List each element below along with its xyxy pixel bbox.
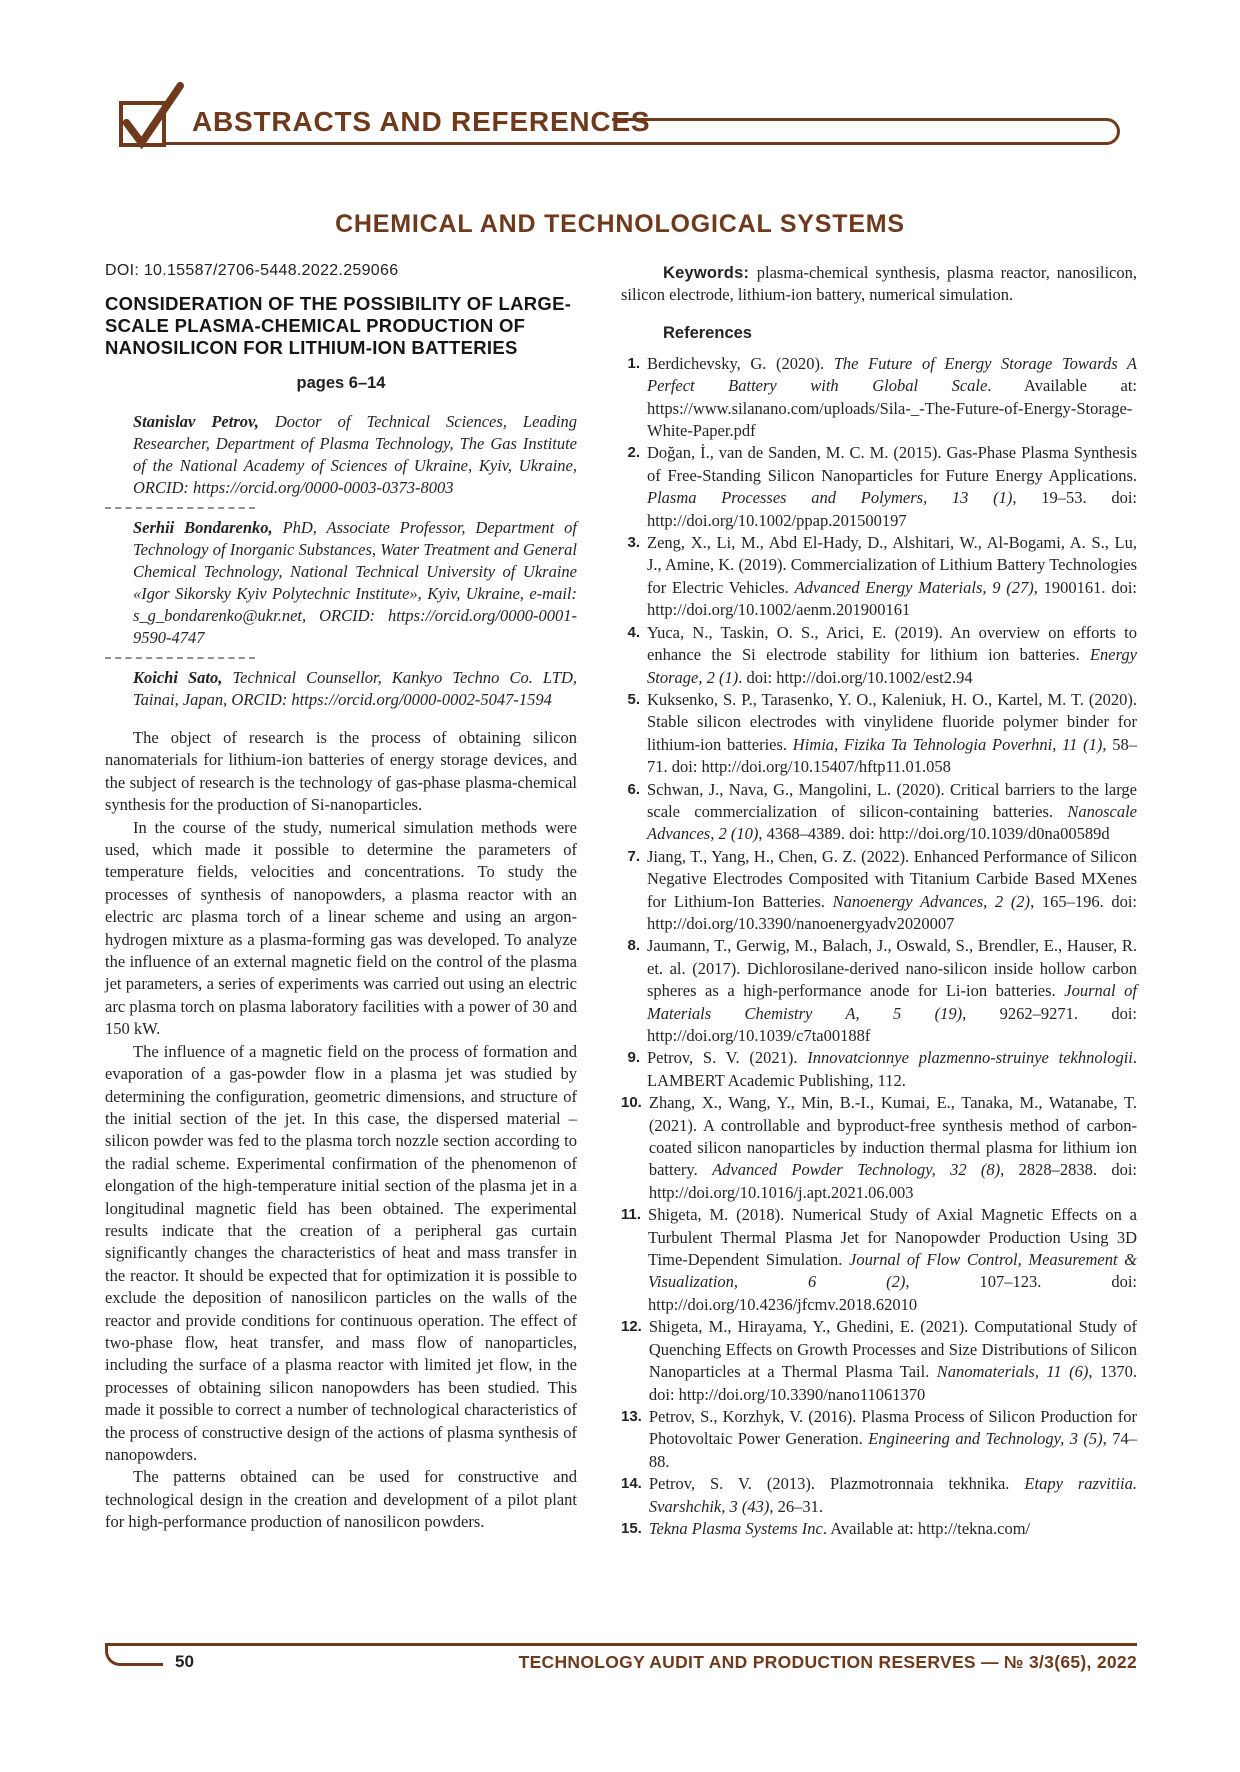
- reference-text: Zeng, X., Li, M., Abd El-Hady, D., Alshitari, W., Al-Bogami, A. S., Lu, J., Amine, K. (2019). Commercialization of Lithium Battery Technologies for Electric Vehicles. Advanced Energy Materials, 9 (27), 1900161. doi: http://doi.org/10.1002/aenm.201900161: [647, 533, 1137, 620]
- abstract-paragraph: The influence of a magnetic field on the process of formation and evaporation of a gas-powder flow in a plasma jet was studied by determining the configuration, geometric dimensions, and structure of the initial section of the jet. In this case, the dispersed material – silicon powder was fed to the plasma torch nozzle section according to the radial scheme. Experimental confirmation of the phenomenon of elongation of the high-temperature initial section of the plasma jet in a longitudinal magnetic field has been obtained. The experimental results indicate that the creation of a peripheral gas curtain significantly changes the characteristics of heat and mass transfer in the reactor. It should be expected that for optimization it is possible to exclude the deposition of nanosilicon particles on the walls of the reactor and provide conditions for continuous operation. The effect of two-phase flow, heat transfer, and mass flow of nanoparticles, including the surface of a plasma reactor with limited jet flow, in the processes of obtaining silicon nanopowders has been studied. This made it possible to correct a number of technological characteristics of the process of constructive design of the actions of plasma synthesis of nanopowders.: [105, 1041, 577, 1464]
- footer-rule: [105, 1643, 1137, 1646]
- reference-text: Shigeta, M., Hirayama, Y., Ghedini, E. (2021). Computational Study of Quenching Effects on Growth Processes and Size Distributions of Silicon Nanoparticles at a Thermal Plasma Tail. Nanomaterials, 11 (6), 1370. doi: http://doi.org/10.3390/nano11061370: [648, 1317, 1137, 1404]
- reference-item: [621, 1316, 1137, 1406]
- footer-rule-hook: [105, 1645, 163, 1666]
- reference-number: 6.: [627, 780, 640, 798]
- abstract: [105, 727, 577, 1534]
- reference-number: 11.: [621, 1206, 642, 1224]
- doi: DOI: 10.15587/2706-5448.2022.259066: [105, 262, 399, 279]
- reference-number: 5.: [627, 690, 640, 708]
- reference-text: Petrov, S. V. (2013). Plazmotronnaia tekhnika. Etapy razvitiia. Svarshchik, 3 (43), 26–31.: [648, 1474, 1138, 1516]
- reference-number: 10.: [621, 1094, 642, 1112]
- reference-text: Petrov, S., Korzhyk, V. (2016). Plasma Process of Silicon Production for Photovoltaic Power Generation. Engineering and Technology, 3 (5), 74–88.: [648, 1406, 1138, 1471]
- author-bio: Serhii Bondarenko, PhD, Associate Professor, Department of Technology of Inorganic Substances, Water Treatment and General Chemical Technology, National Technical University of Ukraine «Igor Sikorsky Kyiv Polytechnic Institute», Kyiv, Ukraine, e-mail: s_g_bondarenko@ukr.net, ORCID: https://orcid.org/0000-0001-9590-4747: [133, 518, 577, 647]
- reference-item: [621, 935, 1137, 1047]
- reference-item: [621, 622, 1137, 689]
- reference-text: Tekna Plasma Systems Inc. Available at: http://tekna.com/: [648, 1518, 1031, 1538]
- abstract-paragraph: The object of research is the process of obtaining silicon nanomaterials for lithium-ion batteries of energy storage devices, and the subject of research is the technology of gas-phase plasma-chemical synthesis for the production of Si-nanoparticles.: [105, 728, 577, 815]
- reference-number: 14.: [621, 1475, 642, 1493]
- reference-text: Jaumann, T., Gerwig, M., Balach, J., Oswald, S., Brendler, E., Hauser, R. et. al. (2017). Dichlorosilane-derived nano-silicon inside hollow carbon spheres as a high-performance anode for Li-ion batteries. Journal of Materials Chemistry A, 5 (19), 9262–9271. doi: http://doi.org/10.1039/c7ta00188f: [647, 936, 1138, 1045]
- article-title: CONSIDERATION OF THE POSSIBILITY OF LARGE-SCALE PLASMA-CHEMICAL PRODUCTION OF NANOSILICON FOR LITHIUM-ION BATTERIES: [105, 293, 572, 358]
- reference-item: [621, 1204, 1137, 1316]
- reference-text: Jiang, T., Yang, H., Chen, G. Z. (2022). Enhanced Performance of Silicon Negative Electrodes Composited with Titanium Carbide Based MXenes for Lithium-Ion Batteries. Nanoenergy Advances, 2 (2), 165–196. doi: http://doi.org/10.3390/nanoenergyadv2020007: [647, 846, 1138, 933]
- reference-item: [621, 1047, 1137, 1092]
- reference-item: [621, 1092, 1137, 1204]
- reference-text: Zhang, X., Wang, Y., Min, B.-I., Kumai, E., Tanaka, M., Watanabe, T. (2021). A controllable and byproduct-free synthesis method of carbon-coated silicon nanoparticles by induction thermal plasma for lithium ion battery. Advanced Powder Technology, 32 (8), 2828–2838. doi: http://doi.org/10.1016/j.apt.2021.06.003: [648, 1093, 1137, 1202]
- abstract-paragraph: The patterns obtained can be used for constructive and technological design in the creation and development of a pilot plant for high-performance production of nanosilicon powders.: [105, 1467, 577, 1532]
- reference-number: 8.: [627, 937, 640, 955]
- header-rule-capsule: [612, 118, 1120, 145]
- reference-item: [621, 1406, 1137, 1473]
- references-heading: References: [663, 323, 752, 342]
- reference-text: Doğan, İ., van de Sanden, M. C. M. (2015). Gas-Phase Plasma Synthesis of Free-Standing Silicon Nanoparticles for Future Energy Applications. Plasma Processes and Polymers, 13 (1), 19–53. doi: http://doi.org/10.1002/ppap.201500197: [647, 443, 1137, 530]
- reference-text: Kuksenko, S. P., Tarasenko, Y. O., Kaleniuk, H. O., Kartel, M. T. (2020). Stable silicon electrodes with vinylidene fluoride polymer binder for lithium-ion batteries. Himia, Fizika Ta Tehnologia Poverhni, 11 (1), 58–71. doi: http://doi.org/10.15407/hftp11.01.058: [647, 689, 1138, 777]
- reference-text: Petrov, S. V. (2021). Innovatcionnye plazmenno-struinye tekhnologii. LAMBERT Academic Publishing, 112.: [647, 1048, 1137, 1090]
- reference-item: [621, 779, 1137, 846]
- section-label: ABSTRACTS AND REFERENCES: [192, 106, 651, 137]
- header-rule-underline: [163, 142, 612, 145]
- reference-number: 2.: [627, 444, 640, 462]
- right-column: [621, 262, 1137, 1540]
- reference-text: Schwan, J., Nava, G., Mangolini, L. (2020). Critical barriers to the large scale commercialization of silicon-containing batteries. Nanoscale Advances, 2 (10), 4368–4389. doi: http://doi.org/10.1039/d0na00589d: [647, 779, 1137, 844]
- journal-footer-line: TECHNOLOGY AUDIT AND PRODUCTION RESERVES — № 3/3(65), 2022: [518, 1652, 1137, 1672]
- reference-number: 9.: [627, 1049, 640, 1067]
- page-number: 50: [175, 1652, 194, 1671]
- reference-item: [621, 532, 1137, 622]
- reference-text: Berdichevsky, G. (2020). The Future of Energy Storage Towards A Perfect Battery with Global Scale. Available at: https://www.silanano.com/uploads/Sila-_-The-Future-of-Energy-Storage-White-Paper.pdf: [647, 353, 1137, 441]
- reference-item: [621, 442, 1137, 532]
- page-footer: [105, 1643, 1137, 1703]
- reference-text: Yuca, N., Taskin, O. S., Arici, E. (2019). An overview on efforts to enhance the Si electrode stability for lithium ion batteries. Energy Storage, 2 (1). doi: http://doi.org/10.1002/est2.94: [647, 622, 1137, 687]
- reference-number: 13.: [621, 1407, 642, 1425]
- reference-number: 12.: [621, 1318, 642, 1336]
- reference-item: [621, 353, 1137, 443]
- page-content: [105, 262, 1137, 1540]
- section-heading: CHEMICAL AND TECHNOLOGICAL SYSTEMS: [335, 210, 905, 238]
- pages-label: pages 6–14: [296, 374, 386, 392]
- reference-number: 1.: [627, 354, 640, 372]
- reference-item: [621, 689, 1137, 779]
- checkmark-icon: [106, 74, 194, 158]
- references-list: [621, 353, 1137, 1541]
- author-bio: Koichi Sato, Technical Counsellor, Kankyo Techno Co. LTD, Tainai, Japan, ORCID: https://orcid.org/0000-0002-5047-1594: [133, 668, 578, 709]
- abstract-paragraph: In the course of the study, numerical simulation methods were used, which made it possible to determine the parameters of temperature fields, velocities and concentrations. To study the processes of synthesis of nanopowders, a plasma reactor with an electric arc plasma torch of a linear scheme and using an argon-hydrogen mixture as a plasma-forming gas was developed. To analyze the influence of an external magnetic field on the control of the plasma jet parameters, a series of experiments was carried out using an electric arc plasma torch on plasma laboratory facilities with a power of 30 and 150 kW.: [105, 817, 577, 1039]
- reference-item: [621, 846, 1137, 936]
- left-column: [105, 262, 577, 1540]
- author-divider: [105, 507, 255, 509]
- author-divider: [105, 657, 255, 659]
- reference-item: [621, 1473, 1137, 1518]
- reference-number: 3.: [627, 534, 640, 552]
- reference-number: 15.: [621, 1519, 642, 1537]
- reference-number: 4.: [627, 623, 640, 641]
- keywords: Keywords: plasma-chemical synthesis, plasma reactor, nanosilicon, silicon electrode, lithium-ion battery, numerical simulation.: [621, 263, 1137, 305]
- author-bio: Stanislav Petrov, Doctor of Technical Sciences, Leading Researcher, Department of Plasma Technology, The Gas Institute of the National Academy of Sciences of Ukraine, Kyiv, Ukraine, ORCID: https://orcid.org/0000-0003-0373-8003: [133, 412, 577, 497]
- reference-text: Shigeta, M. (2018). Numerical Study of Axial Magnetic Effects on a Turbulent Thermal Plasma Jet for Nanopowder Production Using 3D Time-Dependent Simulation. Journal of Flow Control, Measurement & Visualization, 6 (2), 107–123. doi: http://doi.org/10.4236/jfcmv.2018.62010: [648, 1205, 1137, 1314]
- reference-number: 7.: [627, 847, 640, 865]
- reference-item: [621, 1518, 1137, 1540]
